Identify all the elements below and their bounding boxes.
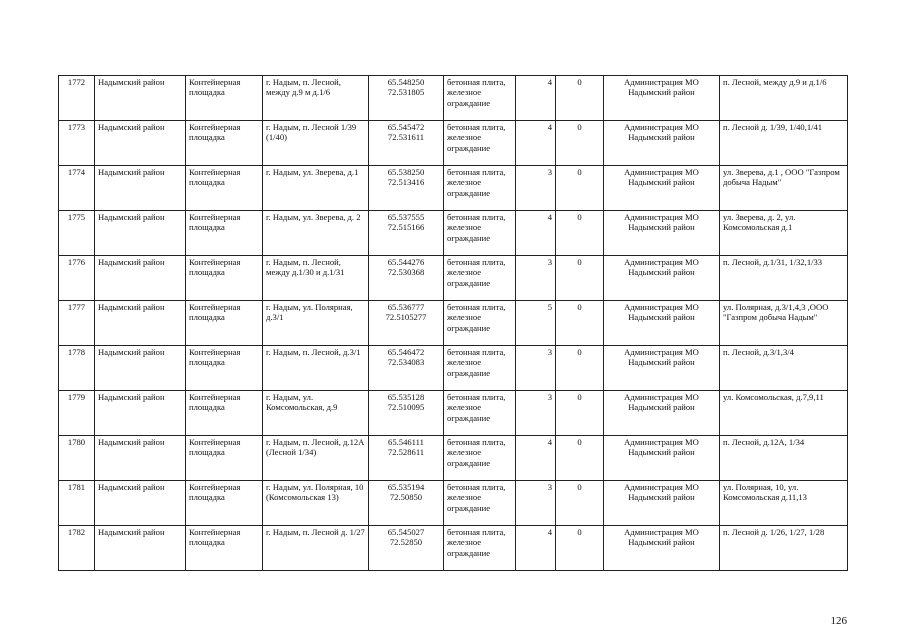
district-cell: Надымский район bbox=[95, 526, 186, 571]
longitude-value: 72.515166 bbox=[387, 222, 425, 233]
table-row bbox=[59, 211, 848, 256]
longitude-value: 72.52850 bbox=[389, 537, 423, 548]
table-row bbox=[59, 301, 848, 346]
container-sites-table bbox=[58, 75, 848, 571]
owner-cell: Администрация МО Надымский район bbox=[604, 436, 720, 481]
waste-source-cell: ул. Зверева, д. 2, ул. Комсомольская д.1 bbox=[720, 211, 848, 256]
longitude-value: 72.513416 bbox=[387, 177, 425, 188]
bunker-count-cell: 0 bbox=[556, 121, 604, 166]
owner-cell: Администрация МО Надымский район bbox=[604, 346, 720, 391]
waste-source-cell: п. Лесной д. 1/39, 1/40,1/41 bbox=[720, 121, 848, 166]
waste-source-cell: ул. Зверева, д.1 , ООО "Газпром добыча Надым" bbox=[720, 166, 848, 211]
row-number-cell: 1773 bbox=[59, 121, 95, 166]
owner-cell: Администрация МО Надымский район bbox=[604, 301, 720, 346]
bunker-count-cell: 0 bbox=[556, 436, 604, 481]
surface-cell: бетонная плита, железное ограждание bbox=[444, 436, 516, 481]
bunker-count-cell: 0 bbox=[556, 256, 604, 301]
latitude-value: 65.536777 bbox=[387, 302, 425, 312]
container-count-cell: 3 bbox=[516, 346, 556, 391]
longitude-value: 72.510095 bbox=[387, 402, 425, 413]
surface-cell: бетонная плита, железное ограждание bbox=[444, 526, 516, 571]
coordinates-cell bbox=[369, 121, 444, 166]
address-cell: г. Надым, п. Лесной, д.3/1 bbox=[263, 346, 369, 391]
address-cell: г. Надым, ул. Полярная, 10 (Комсомольская 13) bbox=[263, 481, 369, 526]
container-count-cell: 4 bbox=[516, 121, 556, 166]
container-count-cell: 3 bbox=[516, 481, 556, 526]
longitude-value: 72.5105277 bbox=[385, 312, 427, 323]
container-count-cell: 4 bbox=[516, 76, 556, 121]
surface-cell: бетонная плита, железное ограждание bbox=[444, 256, 516, 301]
waste-source-cell: п. Лесной, д.3/1,3/4 bbox=[720, 346, 848, 391]
site-type-cell: Контейнерная площадка bbox=[186, 391, 263, 436]
surface-cell: бетонная плита, железное ограждание bbox=[444, 211, 516, 256]
bunker-count-cell: 0 bbox=[556, 76, 604, 121]
district-cell: Надымский район bbox=[95, 346, 186, 391]
row-number-cell: 1775 bbox=[59, 211, 95, 256]
coordinates-cell bbox=[369, 346, 444, 391]
address-cell: г. Надым, п. Лесной 1/39 (1/40) bbox=[263, 121, 369, 166]
site-type-cell: Контейнерная площадка bbox=[186, 256, 263, 301]
table-row bbox=[59, 76, 848, 121]
table-body bbox=[59, 76, 848, 571]
longitude-value: 72.530368 bbox=[387, 267, 425, 278]
latitude-value: 65.548250 bbox=[387, 77, 425, 87]
container-count-cell: 4 bbox=[516, 436, 556, 481]
site-type-cell: Контейнерная площадка bbox=[186, 346, 263, 391]
coordinates-cell bbox=[369, 256, 444, 301]
container-count-cell: 3 bbox=[516, 391, 556, 436]
address-cell: г. Надым, п. Лесной д. 1/27 bbox=[263, 526, 369, 571]
row-number-cell: 1779 bbox=[59, 391, 95, 436]
site-type-cell: Контейнерная площадка bbox=[186, 166, 263, 211]
surface-cell: бетонная плита, железное ограждание bbox=[444, 346, 516, 391]
table-row bbox=[59, 436, 848, 481]
coordinates-cell bbox=[369, 481, 444, 526]
surface-cell: бетонная плита, железное ограждание bbox=[444, 76, 516, 121]
table-row bbox=[59, 166, 848, 211]
surface-cell: бетонная плита, железное ограждание bbox=[444, 391, 516, 436]
site-type-cell: Контейнерная площадка bbox=[186, 301, 263, 346]
waste-source-cell: п. Лесной д. 1/26, 1/27, 1/28 bbox=[720, 526, 848, 571]
row-number-cell: 1780 bbox=[59, 436, 95, 481]
container-count-cell: 5 bbox=[516, 301, 556, 346]
bunker-count-cell: 0 bbox=[556, 391, 604, 436]
owner-cell: Администрация МО Надымский район bbox=[604, 121, 720, 166]
district-cell: Надымский район bbox=[95, 391, 186, 436]
latitude-value: 65.535128 bbox=[387, 392, 425, 402]
row-number-cell: 1781 bbox=[59, 481, 95, 526]
surface-cell: бетонная плита, железное ограждание bbox=[444, 481, 516, 526]
longitude-value: 72.528611 bbox=[387, 447, 425, 458]
district-cell: Надымский район bbox=[95, 211, 186, 256]
coordinates-cell bbox=[369, 391, 444, 436]
row-number-cell: 1782 bbox=[59, 526, 95, 571]
latitude-value: 65.545027 bbox=[387, 527, 425, 537]
waste-source-cell: п. Лесной, д.12А, 1/34 bbox=[720, 436, 848, 481]
site-type-cell: Контейнерная площадка bbox=[186, 121, 263, 166]
container-count-cell: 4 bbox=[516, 526, 556, 571]
latitude-value: 65.545472 bbox=[387, 122, 425, 132]
bunker-count-cell: 0 bbox=[556, 481, 604, 526]
table-row bbox=[59, 346, 848, 391]
district-cell: Надымский район bbox=[95, 436, 186, 481]
owner-cell: Администрация МО Надымский район bbox=[604, 481, 720, 526]
waste-source-cell: ул. Полярная, 10, ул. Комсомольская д.11,13 bbox=[720, 481, 848, 526]
address-cell: г. Надым, п. Лесной, между д.9 м д.1/6 bbox=[263, 76, 369, 121]
waste-source-cell: п. Лесной, д.1/31, 1/32,1/33 bbox=[720, 256, 848, 301]
district-cell: Надымский район bbox=[95, 121, 186, 166]
district-cell: Надымский район bbox=[95, 481, 186, 526]
row-number-cell: 1776 bbox=[59, 256, 95, 301]
row-number-cell: 1772 bbox=[59, 76, 95, 121]
address-cell: г. Надым, ул. Зверева, д. 2 bbox=[263, 211, 369, 256]
district-cell: Надымский район bbox=[95, 166, 186, 211]
latitude-value: 65.546472 bbox=[387, 347, 425, 357]
address-cell: г. Надым, п. Лесной, д.12А (Лесной 1/34) bbox=[263, 436, 369, 481]
surface-cell: бетонная плита, железное ограждание bbox=[444, 121, 516, 166]
row-number-cell: 1774 bbox=[59, 166, 95, 211]
coordinates-cell bbox=[369, 526, 444, 571]
waste-source-cell: ул. Комсомольская, д.7,9,11 bbox=[720, 391, 848, 436]
site-type-cell: Контейнерная площадка bbox=[186, 526, 263, 571]
longitude-value: 72.534083 bbox=[387, 357, 425, 368]
container-count-cell: 3 bbox=[516, 166, 556, 211]
coordinates-cell bbox=[369, 76, 444, 121]
site-type-cell: Контейнерная площадка bbox=[186, 436, 263, 481]
bunker-count-cell: 0 bbox=[556, 166, 604, 211]
table-row bbox=[59, 526, 848, 571]
district-cell: Надымский район bbox=[95, 256, 186, 301]
latitude-value: 65.537555 bbox=[387, 212, 425, 222]
owner-cell: Администрация МО Надымский район bbox=[604, 391, 720, 436]
table-row bbox=[59, 121, 848, 166]
latitude-value: 65.535194 bbox=[387, 482, 425, 492]
coordinates-cell bbox=[369, 166, 444, 211]
owner-cell: Администрация МО Надымский район bbox=[604, 166, 720, 211]
latitude-value: 65.546111 bbox=[388, 437, 424, 447]
owner-cell: Администрация МО Надымский район bbox=[604, 526, 720, 571]
site-type-cell: Контейнерная площадка bbox=[186, 481, 263, 526]
table-row bbox=[59, 391, 848, 436]
surface-cell: бетонная плита, железное ограждание bbox=[444, 301, 516, 346]
coordinates-cell bbox=[369, 436, 444, 481]
owner-cell: Администрация МО Надымский район bbox=[604, 76, 720, 121]
address-cell: г. Надым, п. Лесной, между д.1/30 и д.1/31 bbox=[263, 256, 369, 301]
owner-cell: Администрация МО Надымский район bbox=[604, 256, 720, 301]
address-cell: г. Надым, ул. Полярная, д.3/1 bbox=[263, 301, 369, 346]
row-number-cell: 1777 bbox=[59, 301, 95, 346]
district-cell: Надымский район bbox=[95, 301, 186, 346]
coordinates-cell bbox=[369, 301, 444, 346]
surface-cell: бетонная плита, железное ограждание bbox=[444, 166, 516, 211]
site-type-cell: Контейнерная площадка bbox=[186, 76, 263, 121]
address-cell: г. Надым, ул. Комсомольская, д.9 bbox=[263, 391, 369, 436]
coordinates-cell bbox=[369, 211, 444, 256]
bunker-count-cell: 0 bbox=[556, 301, 604, 346]
bunker-count-cell: 0 bbox=[556, 346, 604, 391]
longitude-value: 72.531611 bbox=[387, 132, 425, 143]
longitude-value: 72.50850 bbox=[389, 492, 423, 503]
bunker-count-cell: 0 bbox=[556, 211, 604, 256]
page-number: 126 bbox=[830, 615, 847, 627]
address-cell: г. Надым, ул. Зверева, д.1 bbox=[263, 166, 369, 211]
bunker-count-cell: 0 bbox=[556, 526, 604, 571]
waste-source-cell: ул. Полярная, д.3/1,4,3 ,ООО "Газпром добыча Надым" bbox=[720, 301, 848, 346]
latitude-value: 65.538250 bbox=[387, 167, 425, 177]
waste-source-cell: п. Лесной, между д.9 и д.1/6 bbox=[720, 76, 848, 121]
container-count-cell: 3 bbox=[516, 256, 556, 301]
container-count-cell: 4 bbox=[516, 211, 556, 256]
table-row bbox=[59, 481, 848, 526]
district-cell: Надымский район bbox=[95, 76, 186, 121]
longitude-value: 72.531805 bbox=[387, 87, 425, 98]
row-number-cell: 1778 bbox=[59, 346, 95, 391]
site-type-cell: Контейнерная площадка bbox=[186, 211, 263, 256]
owner-cell: Администрация МО Надымский район bbox=[604, 211, 720, 256]
latitude-value: 65.544276 bbox=[387, 257, 425, 267]
table-row bbox=[59, 256, 848, 301]
